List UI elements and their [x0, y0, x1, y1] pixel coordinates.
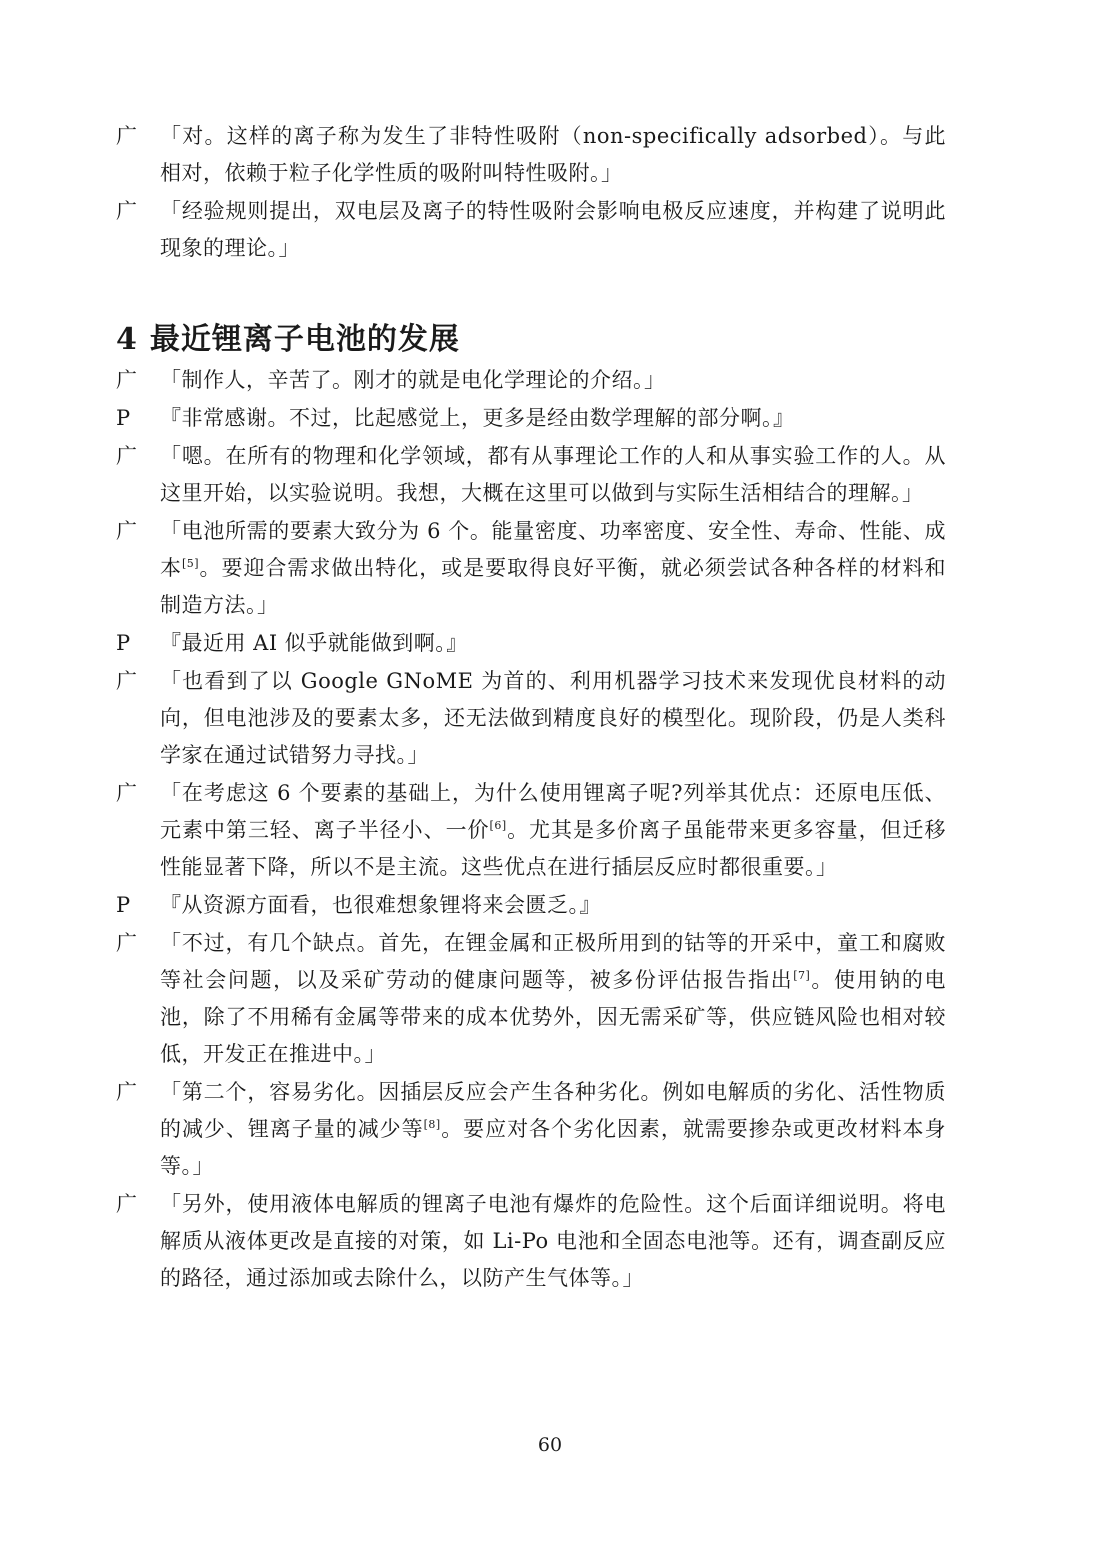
dialogue-text-part: 「在考虑这 6 个要素的基础上，为什么使用锂离子呢?列举其优点：还原电压低、元素中第三轻、离子半径小、一价	[160, 781, 946, 842]
dialogue-text: 『从资源方面看，也很难想象锂将来会匮乏。』	[160, 893, 601, 917]
speaker-label: 广	[116, 781, 137, 805]
dialogue-text-part: 「电池所需的要素大致分为 6 个。能量密度、功率密度、安全性、寿命、性能、成本	[160, 519, 946, 580]
dialogue-text: 『最近用 AI 似乎就能做到啊。』	[160, 631, 468, 655]
reference-marker: [6]	[489, 819, 507, 832]
speaker-label: 广	[116, 1080, 137, 1104]
dialogue-entry	[116, 1186, 946, 1297]
dialogue-entry	[116, 887, 946, 924]
speaker-label: 广	[116, 669, 137, 693]
dialogue-text	[160, 513, 946, 624]
speaker-label: 广	[116, 199, 137, 223]
speaker-label: 广	[116, 368, 137, 392]
dialogue-text-part: 。尤其是多价离子虽能带来更多容量，但迁移性能显著下降，所以不是主流。这些优点在进行插层反应时都很重要。」	[160, 818, 946, 879]
dialogue-entry	[116, 362, 946, 399]
dialogue-text: 「对。这样的离子称为发生了非特性吸附（non-specifically adsorbed）。与此相对，依赖于粒子化学性质的吸附叫特性吸附。」	[160, 124, 946, 185]
dialogue-entry	[116, 438, 946, 512]
speaker-label: 广	[116, 124, 137, 148]
dialogue-entry	[116, 400, 946, 437]
speaker-label: P	[116, 893, 131, 917]
speaker-label: 广	[116, 519, 137, 543]
dialogue-text	[160, 925, 946, 1073]
dialogue-text: 「制作人，辛苦了。刚才的就是电化学理论的介绍。」	[160, 368, 666, 392]
dialogue-entry	[116, 193, 946, 267]
section-title: 最近锂离子电池的发展	[149, 322, 460, 357]
main-dialogue-block	[116, 362, 946, 1298]
speaker-label: P	[116, 631, 131, 655]
dialogue-text: 『非常感谢。不过，比起感觉上，更多是经由数学理解的部分啊。』	[160, 406, 795, 430]
speaker-label: 广	[116, 444, 137, 468]
dialogue-entry	[116, 625, 946, 662]
dialogue-text-part: 。要应对各个劣化因素，就需要掺杂或更改材料本身等。」	[160, 1117, 946, 1178]
page-number: 60	[537, 1434, 563, 1456]
reference-marker: [8]	[423, 1118, 441, 1131]
dialogue-entry	[116, 1074, 946, 1185]
dialogue-text: 「嗯。在所有的物理和化学领域，都有从事理论工作的人和从事实验工作的人。从这里开始，以实验说明。我想，大概在这里可以做到与实际生活相结合的理解。」	[160, 444, 946, 505]
dialogue-text	[160, 1074, 946, 1185]
reference-marker: [7]	[793, 969, 811, 982]
dialogue-entry	[116, 775, 946, 886]
dialogue-text-part: 。使用钠的电池，除了不用稀有金属等带来的成本优势外，因无需采矿等，供应链风险也相对较低，开发正在推进中。」	[160, 968, 947, 1066]
dialogue-text-part: 。要迎合需求做出特化，或是要取得良好平衡，就必须尝试各种各样的材料和制造方法。」	[160, 556, 946, 617]
dialogue-text: 「经验规则提出，双电层及离子的特性吸附会影响电极反应速度，并构建了说明此现象的理论。」	[160, 199, 946, 260]
dialogue-entry	[116, 925, 946, 1073]
dialogue-text: 「也看到了以 Google GNoME 为首的、利用机器学习技术来发现优良材料的动向，但电池涉及的要素太多，还无法做到精度良好的模型化。现阶段，仍是人类科学家在通过试错努力寻找。」	[160, 669, 946, 767]
dialogue-entry	[116, 663, 946, 774]
speaker-label: P	[116, 406, 131, 430]
dialogue-entry	[116, 118, 946, 192]
speaker-label: 广	[116, 931, 137, 955]
dialogue-text-part: 「不过，有几个缺点。首先，在锂金属和正极所用到的钴等的开采中，童工和腐败等社会问题，以及采矿劳动的健康问题等，被多份评估报告指出	[160, 931, 946, 992]
reference-marker: [5]	[181, 557, 200, 570]
dialogue-text: 「另外，使用液体电解质的锂离子电池有爆炸的危险性。这个后面详细说明。将电解质从液体更改是直接的对策，如 Li-Po 电池和全固态电池等。还有，调查副反应的路径，通过添加或去除什么，以防产生气体等。」	[160, 1192, 946, 1290]
dialogue-text	[160, 775, 946, 886]
section-heading	[116, 318, 460, 362]
section-number: 4	[116, 322, 138, 357]
dialogue-entry	[116, 513, 946, 624]
speaker-label: 广	[116, 1192, 137, 1216]
top-dialogue-block	[116, 118, 946, 268]
dialogue-text-part: 「第二个，容易劣化。因插层反应会产生各种劣化。例如电解质的劣化、活性物质的减少、锂离子量的减少等	[160, 1080, 946, 1141]
